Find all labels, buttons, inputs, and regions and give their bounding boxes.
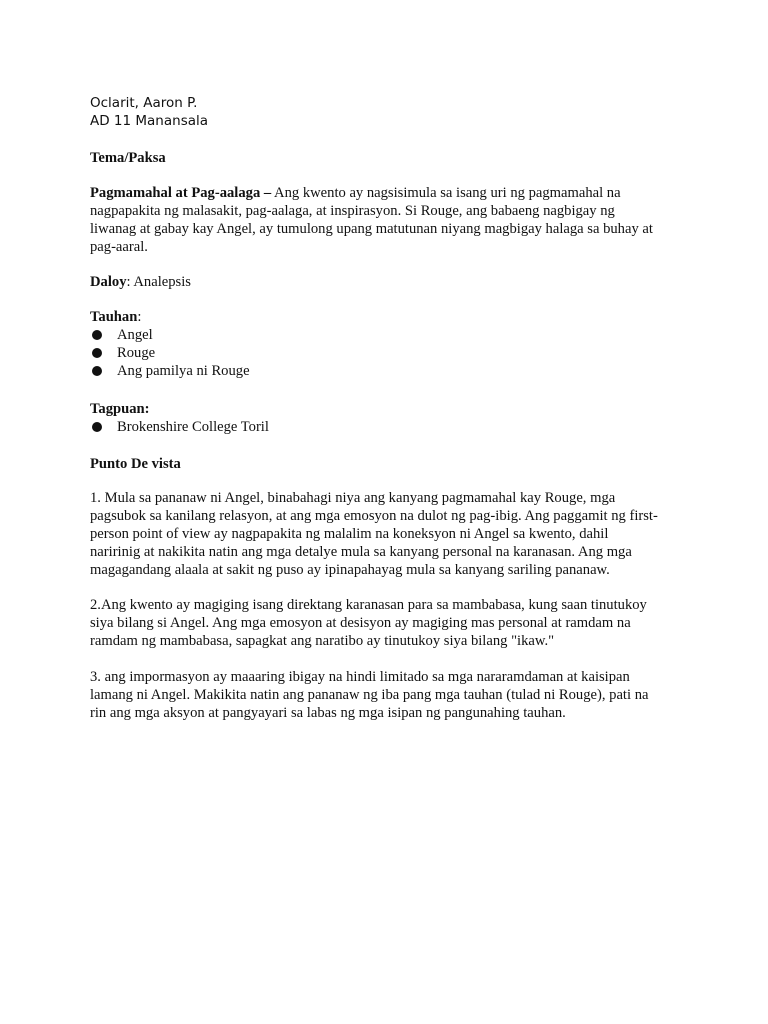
list-item: Rouge <box>90 344 690 362</box>
list-item: Angel <box>90 326 690 344</box>
tema-line: liwanag at gabay kay Angel, ay tumulong upang matutunan niyang magbigay halaga sa buhay at <box>90 221 653 237</box>
paragraph-line: siya bilang si Angel. Ang mga emosyon at desisyon ay magiging mas personal at ramdam na <box>90 615 631 631</box>
paragraph-line: naririnig at nakikita natin ang mga detalye mula sa kanyang personal na karanasan. Ang mga <box>90 544 632 560</box>
punto-paragraph-2 <box>90 596 690 650</box>
tauhan-list <box>90 326 690 380</box>
bullet-icon <box>92 330 102 340</box>
tagpuan-heading: Tagpuan: <box>90 401 150 417</box>
tema-lead: Pagmamahal at Pag-aalaga – <box>90 185 272 201</box>
daloy-line <box>90 273 690 291</box>
tagpuan-list <box>90 418 690 436</box>
paragraph-line: person point of view ay nagpapakita ng malalim na koneksyon ni Angel sa kwento, dahil <box>90 526 609 542</box>
paragraph-line: 1. Mula sa pananaw ni Angel, binabahagi niya ang kanyang pagmamahal kay Rouge, mga <box>90 490 616 506</box>
list-item: Brokenshire College Toril <box>90 418 690 436</box>
list-item: Ang pamilya ni Rouge <box>90 362 690 380</box>
paragraph-line: lamang ni Angel. Makikita natin ang pananaw ng iba pang mga tauhan (tulad ni Rouge), pati na <box>90 687 649 703</box>
daloy-value: : Analepsis <box>126 274 191 290</box>
tema-line: nagpapakita ng malasakit, pag-aalaga, at inspirasyon. Si Rouge, ang babaeng nagbigay ng <box>90 203 615 219</box>
punto-paragraph-3 <box>90 668 690 722</box>
tema-heading: Tema/Paksa <box>90 150 166 166</box>
paragraph-line: ramdam ng mambabasa, sapagkat ang naratibo ay tinutukoy siya bilang "ikaw." <box>90 633 555 649</box>
tema-paragraph <box>90 184 690 256</box>
paragraph-line: magagandang alaala at sakit ng puso ay ipinapahayag mula sa kanyang sariling pananaw. <box>90 562 610 578</box>
tema-line: pag-aaral. <box>90 239 148 255</box>
paragraph-line: pagsubok sa kanilang relasyon, at ang mga emosyon na dulot ng pag-ibig. Ang paggamit ng first- <box>90 508 658 524</box>
paragraph-line: 3. ang impormasyon ay maaaring ibigay na hindi limitado sa mga nararamdaman at kaisipan <box>90 669 630 685</box>
daloy-label: Daloy <box>90 274 127 290</box>
bullet-icon <box>92 348 102 358</box>
bullet-icon <box>92 366 102 376</box>
paragraph-line: rin ang mga aksyon at pangyayari sa labas ng mga isipan ng pangunahing tauhan. <box>90 705 566 721</box>
punto-paragraph-1 <box>90 489 690 579</box>
tauhan-label: Tauhan <box>90 309 138 325</box>
tema-line: Pagmamahal at Pag-aalaga – Ang kwento ay nagsisimula sa isang uri ng pagmamahal na <box>90 185 621 201</box>
paragraph-line: 2.Ang kwento ay magiging isang direktang karanasan para sa mambabasa, kung saan tinutukoy <box>90 597 647 613</box>
class-section: AD 11 Manansala <box>90 113 209 129</box>
author-header <box>90 94 690 130</box>
punto-heading: Punto De vista <box>90 456 181 472</box>
tauhan-heading: Tauhan: <box>90 309 142 325</box>
author-name: Oclarit, Aaron P. <box>90 95 198 111</box>
bullet-icon <box>92 422 102 432</box>
